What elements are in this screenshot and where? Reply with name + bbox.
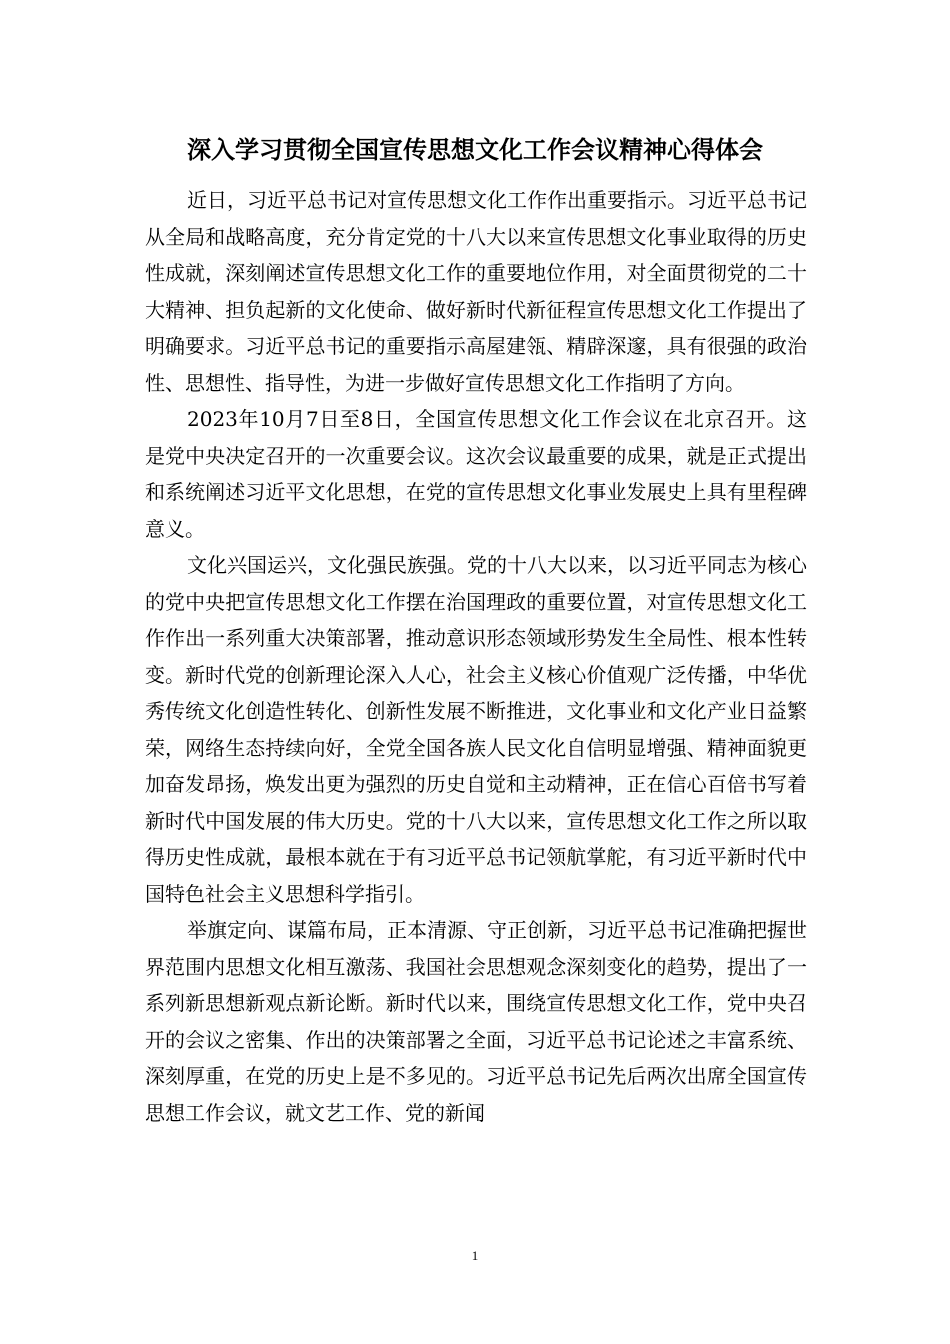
paragraph-4: 举旗定向、谋篇布局，正本清源、守正创新，习近平总书记准确把握世界范围内思想文化相互激荡、我国社会思想观念深刻变化的趋势，提出了一系列新思想新观点新论断。新时代以来，围绕宣传思想文化工作，党中央召开的会议之密集、作出的决策部署之全面，习近平总书记论述之丰富系统、深刻厚重，在党的历史上是不多见的。习近平总书记先后两次出席全国宣传思想工作会议，就文艺工作、党的新闻	[145, 918, 807, 1125]
paragraph-1: 近日，习近平总书记对宣传思想文化工作作出重要指示。习近平总书记从全局和战略高度，充分肯定党的十八大以来宣传思想文化事业取得的历史性成就，深刻阐述宣传思想文化工作的重要地位作用，对全面贯彻党的二十大精神、担负起新的文化使命、做好新时代新征程宣传思想文化工作提出了明确要求。习近平总书记的重要指示高屋建瓴、精辟深邃，具有很强的政治性、思想性、指导性，为进一步做好宣传思想文化工作指明了方向。	[145, 188, 807, 395]
page-number: 1	[471, 1248, 479, 1263]
document-body	[145, 182, 807, 1131]
paragraph-3: 文化兴国运兴，文化强民族强。党的十八大以来，以习近平同志为核心的党中央把宣传思想文化工作摆在治国理政的重要位置，对宣传思想文化工作作出一系列重大决策部署，推动意识形态领域形势发生全局性、根本性转变。新时代党的创新理论深入人心，社会主义核心价值观广泛传播，中华优秀传统文化创造性转化、创新性发展不断推进，文化事业和文化产业日益繁荣，网络生态持续向好，全党全国各族人民文化自信明显增强、精神面貌更加奋发昂扬，焕发出更为强烈的历史自觉和主动精神，正在信心百倍书写着新时代中国发展的伟大历史。党的十八大以来，宣传思想文化工作之所以取得历史性成就，最根本就在于有习近平总书记领航掌舵，有习近平新时代中国特色社会主义思想科学指引。	[145, 553, 807, 906]
document-title: 深入学习贯彻全国宣传思想文化工作会议精神心得体会	[187, 136, 763, 164]
paragraph-2: 2023年10月7日至8日，全国宣传思想文化工作会议在北京召开。这是党中央决定召开的一次重要会议。这次会议最重要的成果，就是正式提出和系统阐述习近平文化思想，在党的宣传思想文化事业发展史上具有里程碑意义。	[145, 407, 807, 541]
